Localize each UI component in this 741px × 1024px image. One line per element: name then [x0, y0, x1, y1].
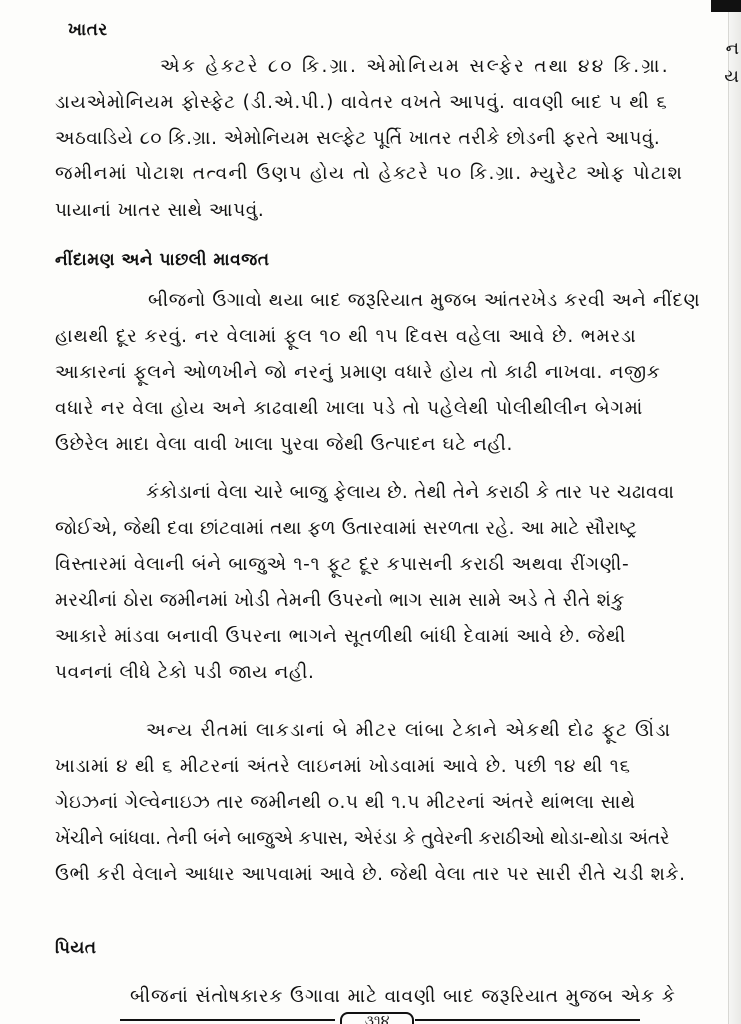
- paragraph-line: વિસ્તારમાં વેલાની બંને બાજુએ ૧-૧ ફૂટ દૂર કપાસની કરાઠી અથવા રીંગણી-: [55, 554, 630, 575]
- paragraph-line: પાયાનાં ખાતર સાથે આપવું.: [55, 200, 265, 221]
- paragraph-line: આકારનાં ફૂલને ઓળખીને જો નરનું પ્રમાણ વધારે હોય તો કાઢી નાખવા. નજીક: [55, 362, 661, 383]
- heading-weeding: નીંદામણ અને પાછલી માવજત: [55, 250, 270, 270]
- paragraph-line: કંકોડાનાં વેલા ચારે બાજુ ફેલાય છે. તેથી તેને કરાઠી કે તાર પર ચઢાવવા: [146, 482, 675, 503]
- paragraph-line: ઉભી કરી વેલાને આધાર આપવામાં આવે છે. જેથી વેલા તાર પર સારી રીતે ચડી શકે.: [55, 864, 686, 885]
- paragraph-line: મરચીનાં ઠોરા જમીનમાં ખોડી તેમની ઉપરનો ભાગ સામ સામે અડે તે રીતે શંકુ: [55, 590, 625, 611]
- paragraph-line: આકારે માંડવા બનાવી ઉપરના ભાગને સૂતળીથી બાંધી દેવામાં આવે છે. જેથી: [55, 626, 626, 647]
- paragraph-line: વધારે નર વેલા હોય અને કાઢવાથી ખાલા પડે તો પહેલેથી પોલીથીલીન બેગમાં: [55, 398, 644, 419]
- next-page-edge: [725, 0, 741, 1024]
- paragraph-line: જમીનમાં પોટાશ તત્વની ઉણપ હોય તો હેક્ટરે ૫૦ કિ.ગ્રા. મ્યુરેટ ઓફ પોટાશ: [55, 163, 684, 184]
- paragraph-line: જોઈએ, જેથી દવા છાંટવામાં તથા ફળ ઉતારવામાં સરળતા રહે. આ માટે સૌરાષ્ટ્ર: [55, 518, 638, 539]
- next-page-glyph: ય: [724, 66, 739, 87]
- page-number: ૩૧૪: [340, 1012, 414, 1024]
- heading-fertilizer: ખાતર: [68, 20, 108, 40]
- paragraph-line: ગેઇઝનાં ગેલ્વેનાઇઝ તાર જમીનથી ૦.૫ થી ૧.૫ મીટરનાં અંતરે થાંભલા સાથે: [55, 792, 636, 813]
- paragraph-line: ખેંચીને બાંધવા. તેની બંને બાજુએ કપાસ, એરંડા કે તુવેરની કરાઠીઓ થોડા-થોડા અંતરે: [55, 828, 670, 849]
- footer-rule-left: [120, 1019, 335, 1021]
- next-page-edge-mark: [711, 0, 741, 12]
- paragraph-line: ખાડામાં ૪ થી ૬ મીટરનાં અંતરે લાઇનમાં ખોડવામાં આવે છે. પછી ૧૪ થી ૧૬: [55, 756, 631, 777]
- paragraph-line: પવનનાં લીધે ટેકો પડી જાય નહી.: [55, 662, 315, 683]
- paragraph-line: અન્ય રીતમાં લાકડાનાં બે મીટર લાંબા ટેકાને એકથી દોઢ ફૂટ ઊંડા: [146, 720, 672, 741]
- heading-irrigation: પિયત: [55, 938, 97, 958]
- paragraph-line: બીજનાં સંતોષકારક ઉગાવા માટે વાવણી બાદ જરૂરિયાત મુજબ એક કે: [130, 986, 676, 1007]
- paragraph-line: અઠવાડિયે ૮૦ કિ.ગ્રા. એમોનિયમ સલ્ફેટ પૂર્તિ ખાતર તરીકે છોડની ફરતે આપવું.: [55, 128, 661, 149]
- next-page-glyph: ન: [725, 38, 739, 59]
- footer-rule-right: [415, 1019, 640, 1021]
- paragraph-line: ડાયએમોનિયમ ફોસ્ફેટ (ડી.એ.પી.) વાવેતર વખતે આપવું. વાવણી બાદ ૫ થી ૬: [55, 92, 668, 113]
- paragraph-line: એક હેક્ટરે ૮૦ કિ.ગ્રા. એમોનિયમ સલ્ફેર તથા ૪૪ કિ.ગ્રા.: [160, 56, 670, 77]
- paragraph-line: બીજનો ઉગાવો થયા બાદ જરૂરિયાત મુજબ આંતરખેડ કરવી અને નીંદણ: [148, 290, 701, 311]
- paragraph-line: હાથથી દૂર કરવું. નર વેલામાં ફૂલ ૧૦ થી ૧૫ દિવસ વહેલા આવે છે. ભમરડા: [55, 326, 637, 347]
- paragraph-line: ઉછેરેલ માદા વેલા વાવી ખાલા પુરવા જેથી ઉત્પાદન ઘટે નહી.: [55, 434, 513, 455]
